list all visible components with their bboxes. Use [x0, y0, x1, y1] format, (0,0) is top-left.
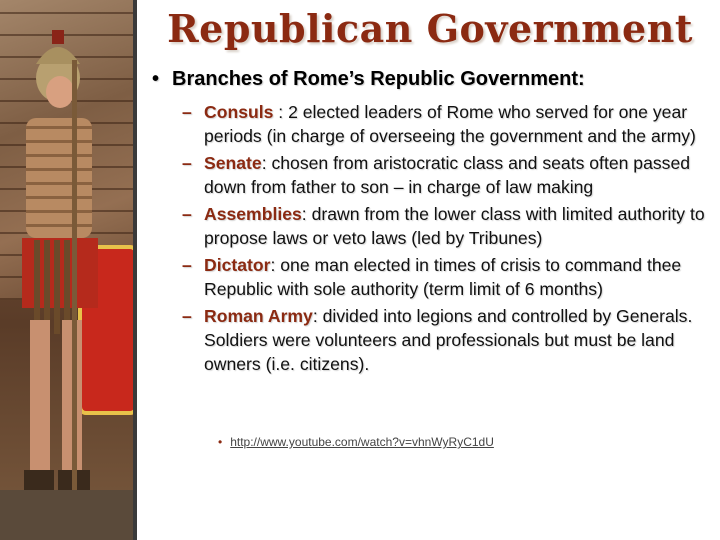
- branch-description: : drawn from the lower class with limited authority to propose laws or veto laws (led by Tribunes): [204, 204, 705, 248]
- main-bullet-text: Branches of Rome’s Republic Government:: [172, 68, 585, 90]
- branch-term: Senate: [204, 153, 262, 173]
- branch-description: : 2 elected leaders of Rome who served for one year periods (in charge of overseeing the government and the army): [204, 102, 696, 146]
- dash-icon: –: [182, 255, 192, 275]
- list-item: [182, 304, 714, 376]
- dash-icon: –: [182, 153, 192, 173]
- branch-term: Consuls: [204, 102, 274, 122]
- branch-list: [182, 100, 714, 379]
- video-link-row: [218, 435, 494, 449]
- bullet-icon: •: [218, 435, 223, 449]
- list-item: [182, 100, 714, 148]
- photo-divider: [133, 0, 137, 540]
- dash-icon: –: [182, 102, 192, 122]
- list-item: [182, 202, 714, 250]
- dash-icon: –: [182, 306, 192, 326]
- branch-term: Roman Army: [204, 306, 313, 326]
- list-item: [182, 151, 714, 199]
- roman-soldier-photo: [0, 0, 133, 540]
- main-bullet: [152, 68, 712, 91]
- bullet-icon: •: [152, 68, 160, 90]
- branch-term: Assemblies: [204, 204, 302, 224]
- branch-description: : divided into legions and controlled by Generals. Soldiers were volunteers and professionals but must be land owners (i.e. citizens).: [204, 306, 693, 374]
- branch-description: : chosen from aristocratic class and seats often passed down from father to son – in charge of law making: [204, 153, 691, 197]
- list-item: [182, 253, 714, 301]
- soldier-figure: [0, 0, 133, 540]
- slide-title: Republican Government: [167, 6, 693, 51]
- branch-description: : one man elected in times of crisis to command thee Republic with sole authority (term limit of 6 months): [204, 255, 682, 299]
- video-link[interactable]: http://www.youtube.com/watch?v=vhnWyRyC1dU: [230, 435, 494, 449]
- branch-term: Dictator: [204, 255, 271, 275]
- dash-icon: –: [182, 204, 192, 224]
